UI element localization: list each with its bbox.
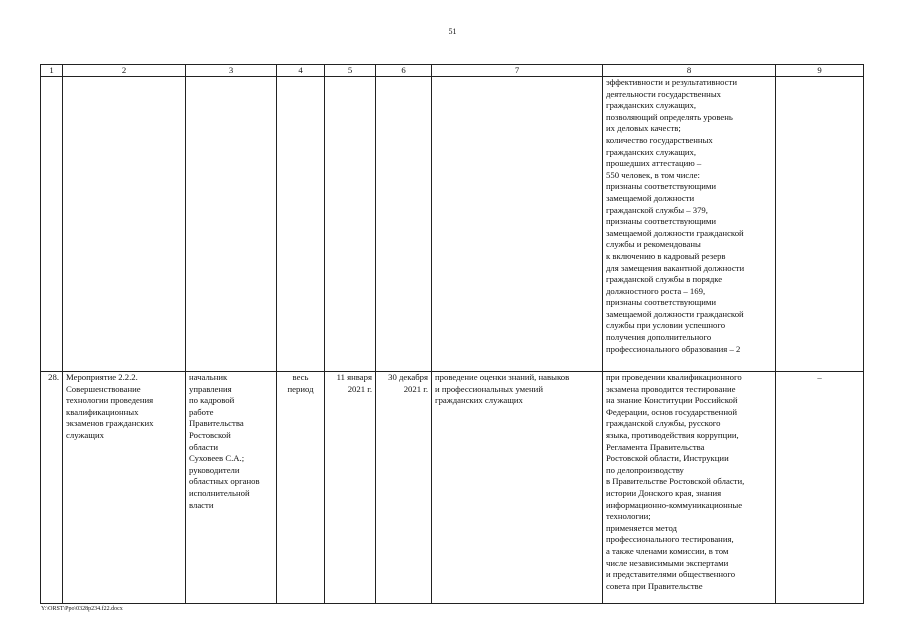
header-cell: 7 xyxy=(432,65,603,77)
header-cell: 9 xyxy=(776,65,864,77)
empty-cell xyxy=(325,77,376,372)
header-cell: 4 xyxy=(277,65,325,77)
empty-cell xyxy=(776,77,864,372)
actual-result-cell: эффективности и результативности деятельности государственных гражданских служащих, позволяющий определять уровень их деловых качеств; количество государственных гражданских служащих, прошедших аттестацию – 550 человек, в том числе: признаны соответствующими замещаемой должности гражданской службы – 379, признаны соответствующими замещаемой должности гражданской службы и рекомендованы к включению в кадровый резерв для замещения вакантной должности гражданской службы в порядке должностного роста – 169, признаны соответствующими замещаемой должности гражданской службы при условии успешного получения дополнительного профессионального образования – 2 xyxy=(603,77,776,372)
responsible-executor: начальник управления по кадровой работе Правительства Ростовской области Суховеев С.А.; руководители областных органов исполнительной власти xyxy=(186,372,277,604)
implementation-period: весь период xyxy=(277,372,325,604)
report-table xyxy=(40,64,864,604)
column-number-row xyxy=(41,65,864,77)
header-cell: 5 xyxy=(325,65,376,77)
start-date: 11 января 2021 г. xyxy=(325,372,376,604)
header-cell: 3 xyxy=(186,65,277,77)
page-number: 51 xyxy=(448,27,457,36)
notes: – xyxy=(776,372,864,604)
empty-cell xyxy=(186,77,277,372)
empty-cell xyxy=(432,77,603,372)
header-cell: 1 xyxy=(41,65,63,77)
empty-cell xyxy=(277,77,325,372)
end-date: 30 декабря 2021 г. xyxy=(376,372,432,604)
row-number: 28. xyxy=(41,372,63,604)
header-cell: 8 xyxy=(603,65,776,77)
header-cell: 2 xyxy=(63,65,186,77)
header-cell: 6 xyxy=(376,65,432,77)
actual-result: при проведении квалификационного экзамена проводится тестирование на знание Конституции Российской Федерации, основ государственной гражданской службы, русского языка, противодействия коррупции, Регламента Правительства Ростовской области, Инструкции по делопроизводству в Правительстве Ростовской области, истории Донского края, знания информационно-коммуникационные технологии; применяется метод профессионального тестирования, а также членами комиссии, в том числе независимыми экспертами и представителями общественного совета при Правительстве xyxy=(603,372,776,604)
expected-result: проведение оценки знаний, навыков и профессиональных умений гражданских служащих xyxy=(432,372,603,604)
measure-name: Мероприятие 2.2.2. Совершенствование технологии проведения квалификационных экзаменов гражданских служащих xyxy=(63,372,186,604)
empty-cell xyxy=(63,77,186,372)
table-row-28 xyxy=(41,372,864,604)
empty-cell xyxy=(41,77,63,372)
empty-cell xyxy=(376,77,432,372)
file-path-footer: Y:\ORST\Ppo\0328p234.f22.docx xyxy=(41,606,123,612)
table-row-continued xyxy=(41,77,864,372)
